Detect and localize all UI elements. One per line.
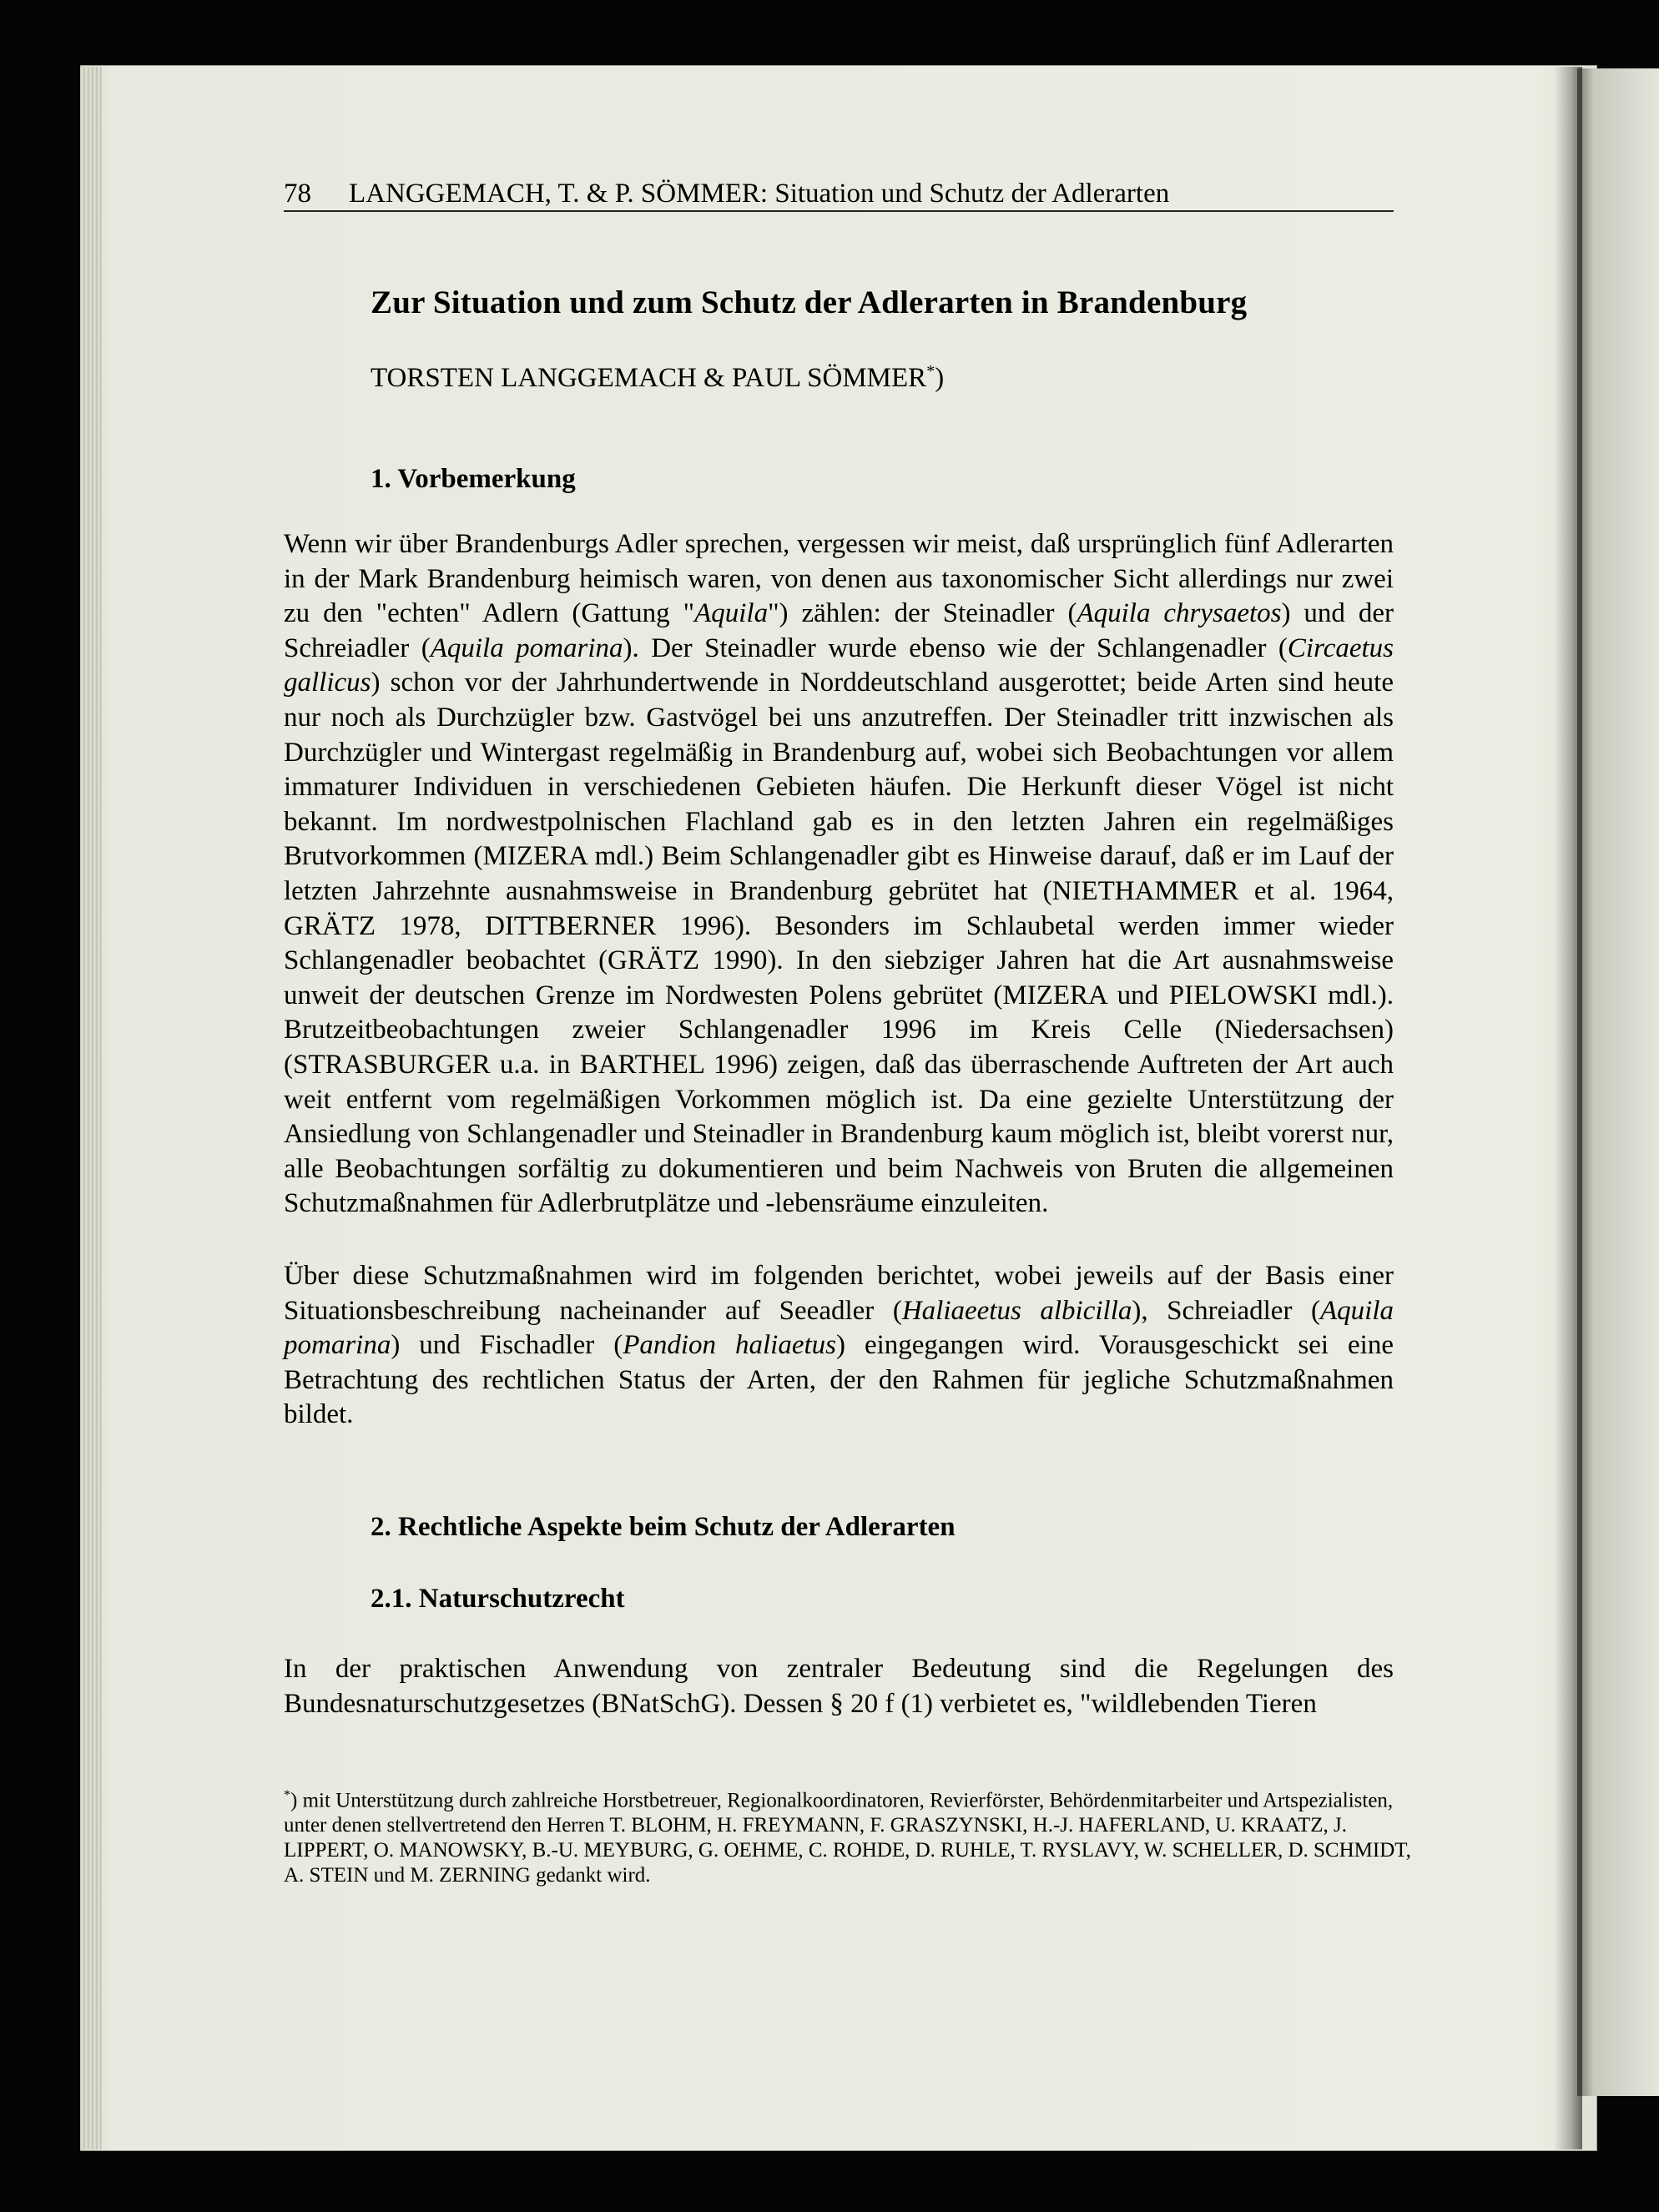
p2-text-4: ) eingegangen wird. Vorausgeschickt sei eine Betrachtung des rechtlichen Status der Arten, der den Rahmen für jegliche Schutzmaßnahmen bildet.	[284, 1330, 1394, 1430]
section-heading-naturschutzrecht: 2.1. Naturschutzrecht	[371, 1584, 625, 1614]
section-heading-rechtliche-aspekte: 2. Rechtliche Aspekte beim Schutz der Adlerarten	[371, 1512, 956, 1542]
authors-suffix: )	[935, 363, 945, 393]
p1-text-4: ). Der Steinadler wurde ebenso wie der Schlangenadler (	[623, 632, 1288, 663]
article-authors	[371, 362, 944, 394]
footnote	[284, 1783, 1412, 1888]
page-stack-edge	[80, 67, 102, 2149]
authors-names: TORSTEN LANGGEMACH & PAUL SÖMMER	[371, 363, 927, 393]
p1-species-schreiadler: Aquila pomarina	[430, 632, 623, 663]
p2-text-1: Über diese Schutzmaßnahmen wird im folgenden berichtet, wobei jeweils auf der Basis einer Situationsbeschreibung nacheinander auf Seeadler (	[284, 1261, 1394, 1326]
paragraph-schutzmassnahmen	[284, 1259, 1394, 1433]
paragraph-naturschutzrecht: In der praktischen Anwendung von zentraler Bedeutung sind die Regelungen des Bundesnaturschutzgesetzes (BNatSchG). Dessen § 20 f (1) verbietet es, "wildlebenden Tieren	[284, 1654, 1394, 1719]
p1-species-genus: Aquila	[694, 598, 769, 629]
page-number: 78	[284, 179, 311, 209]
p1-text-1: Wenn wir über Brandenburgs Adler sprechen, vergessen wir meist, daß ursprünglich fünf Adlerarten in der Mark Brandenburg heimisch waren, von denen aus taxonomischer Sicht allerdings nur zwei zu den "echten" Adlern (Gattung "	[284, 529, 1394, 629]
p2-species-schreiadler: Aquila pomarina	[284, 1295, 1394, 1361]
p1-species-steinadler: Aquila chrysaetos	[1077, 598, 1282, 629]
p2-species-seeadler: Haliaeetus albicilla	[901, 1295, 1132, 1326]
facing-page-edge	[1577, 68, 1659, 2096]
p2-text-3: ) und Fischadler (	[391, 1330, 623, 1361]
footnote-marker: *	[284, 1788, 290, 1802]
p1-species-schlangenadler: Circaetus gallicus	[284, 632, 1394, 698]
footnote-marker-suffix: )	[290, 1789, 298, 1812]
paragraph-vorbemerkung	[284, 527, 1394, 1222]
author-footnote-marker: *	[926, 362, 935, 380]
p1-text-5: ) schon vor der Jahrhundertwende in Norddeutschland ausgerottet; beide Arten sind heute nur noch als Durchzügler bzw. Gastvögel bei uns anzutreffen. Der Steinadler tritt inzwischen als Durchzügler und Wintergast regelmäßig in Brandenburg auf, wobei sich Beobachtungen vor allem immaturer Individuen in verschiedenen Gebieten häufen. Die Herkunft dieser Vögel ist nicht bekannt. Im nordwestpolnischen Flachland gab es in den letzten Jahren ein regelmäßiges Brutvorkommen (MIZERA mdl.) Beim Schlangenadler gibt es Hinweise darauf, daß er im Lauf der letzten Jahrzehnte ausnahmsweise in Brandenburg gebrütet hat (NIETHAMMER et al. 1964, GRÄTZ 1978, DITTBERNER 1996). Besonders im Schlaubetal werden immer wieder Schlangenadler beobachtet (GRÄTZ 1990). In den siebziger Jahren hat die Art ausnahmsweise unweit der deutschen Grenze im Nordwesten Polens gebrütet (MIZERA und PIELOWSKI mdl.). Brutzeitbeobachtungen zweier Schlangenadler 1996 im Kreis Celle (Niedersachsen) (STRASBURGER u.a. in BARTHEL 1996) zeigen, daß das überraschende Auftreten der Art auch weit entfernt vom regelmäßigen Vorkommen möglich ist. Da eine gezielte Unterstützung der Ansiedlung von Schlangenadler und Steinadler in Brandenburg kaum möglich ist, bleibt vorerst nur, alle Beobachtungen sorfältig zu dokumentieren und beim Nachweis von Bruten die allgemeinen Schutzmaßnahmen für Adlerbrutplätze und -lebensräume einzuleiten.	[284, 668, 1394, 1219]
p1-text-2: ") zählen: der Steinadler (	[768, 598, 1077, 629]
running-head-text: LANGGEMACH, T. & P. SÖMMER: Situation und Schutz der Adlerarten	[349, 179, 1170, 209]
footnote-text: mit Unterstützung durch zahlreiche Horstbetreuer, Regionalkoordinatoren, Revierförster, Behördenmitarbeiter und Artspezialisten, unter denen stellvertretend den Herren T. BLOHM, H. FREYMANN, F. GRASZYNSKI, H.-J. HAFERLAND, U. KRAATZ, J. LIPPERT, O. MANOWSKY, B.-U. MEYBURG, G. OEHME, C. ROHDE, D. RUHLE, T. RYSLAVY, W. SCHELLER, D. SCHMIDT, A. STEIN und M. ZERNING gedankt wird.	[284, 1789, 1411, 1887]
section-heading-vorbemerkung: 1. Vorbemerkung	[371, 464, 576, 494]
p2-text-2: ), Schreiadler (	[1132, 1295, 1320, 1326]
gutter-shadow	[1554, 67, 1582, 2149]
running-head	[284, 177, 1394, 212]
p1-text-3: ) und der Schreiadler (	[284, 598, 1394, 663]
article-title: Zur Situation und zum Schutz der Adlerarten in Brandenburg	[371, 285, 1248, 320]
p2-species-fischadler: Pandion haliaetus	[623, 1330, 836, 1361]
